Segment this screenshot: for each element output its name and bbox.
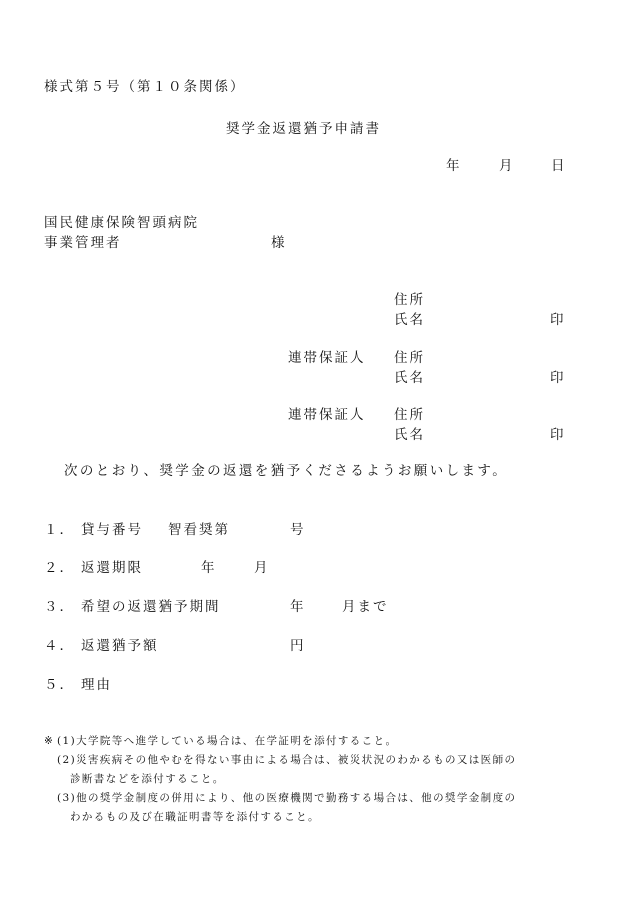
item-label: 希望の返還猶予期間 <box>81 599 221 615</box>
item-year-label: 年 <box>201 560 217 576</box>
form-title: 奨学金返還猶予申請書 <box>226 121 381 137</box>
item-label: 返還期限 <box>81 560 143 576</box>
item-label: 返還猶予額 <box>81 638 159 654</box>
item-number: ４． <box>44 638 75 654</box>
date-day-label: 日 <box>551 158 567 174</box>
guarantor-seal-mark: 印 <box>550 427 566 443</box>
addressee-honorific: 様 <box>271 235 287 251</box>
guarantor-name-label: 氏名 <box>394 370 425 386</box>
guarantor-name-label: 氏名 <box>394 427 425 443</box>
item-number: １． <box>44 522 75 538</box>
item-value: 智看奨第 <box>168 522 230 538</box>
applicant-name-label: 氏名 <box>394 312 425 328</box>
addressee-org: 国民健康保険智頭病院 <box>44 215 199 231</box>
request-text: 次のとおり、奨学金の返還を猶予くださるようお願いします。 <box>64 463 509 479</box>
date-month-label: 月 <box>499 158 515 174</box>
note-line: (2)災害疾病その他やむを得ない事由による場合は、被災状況のわかるもの又は医師の <box>57 754 517 766</box>
item-number: ３． <box>44 599 75 615</box>
item-suffix: 円 <box>290 638 306 654</box>
guarantor-title: 連帯保証人 <box>288 407 366 423</box>
guarantor-title: 連帯保証人 <box>288 350 366 366</box>
item-label: 理由 <box>81 677 112 693</box>
guarantor-seal-mark: 印 <box>550 370 566 386</box>
applicant-address-label: 住所 <box>394 292 425 308</box>
item-year-label: 年 <box>290 599 306 615</box>
notes-mark: ※ <box>44 735 55 747</box>
note-line: (3)他の奨学金制度の併用により、他の医療機関で勤務する場合は、他の奨学金制度の <box>57 792 517 804</box>
note-line: 診断書などを添付すること。 <box>70 773 225 785</box>
date-year-label: 年 <box>446 158 462 174</box>
item-number: ２． <box>44 560 75 576</box>
item-month-label: 月まで <box>342 599 389 615</box>
applicant-seal-mark: 印 <box>550 312 566 328</box>
note-line: わかるもの及び在職証明書等を添付すること。 <box>70 811 320 823</box>
form-number: 様式第５号（第１０条関係） <box>44 79 246 95</box>
item-suffix: 号 <box>290 522 306 538</box>
item-label: 貸与番号 <box>81 522 143 538</box>
guarantor-address-label: 住所 <box>394 407 425 423</box>
addressee-role: 事業管理者 <box>44 235 122 251</box>
note-line: (1)大学院等へ進学している場合は、在学証明を添付すること。 <box>57 735 398 747</box>
item-number: ５． <box>44 677 75 693</box>
guarantor-address-label: 住所 <box>394 350 425 366</box>
item-month-label: 月 <box>254 560 270 576</box>
